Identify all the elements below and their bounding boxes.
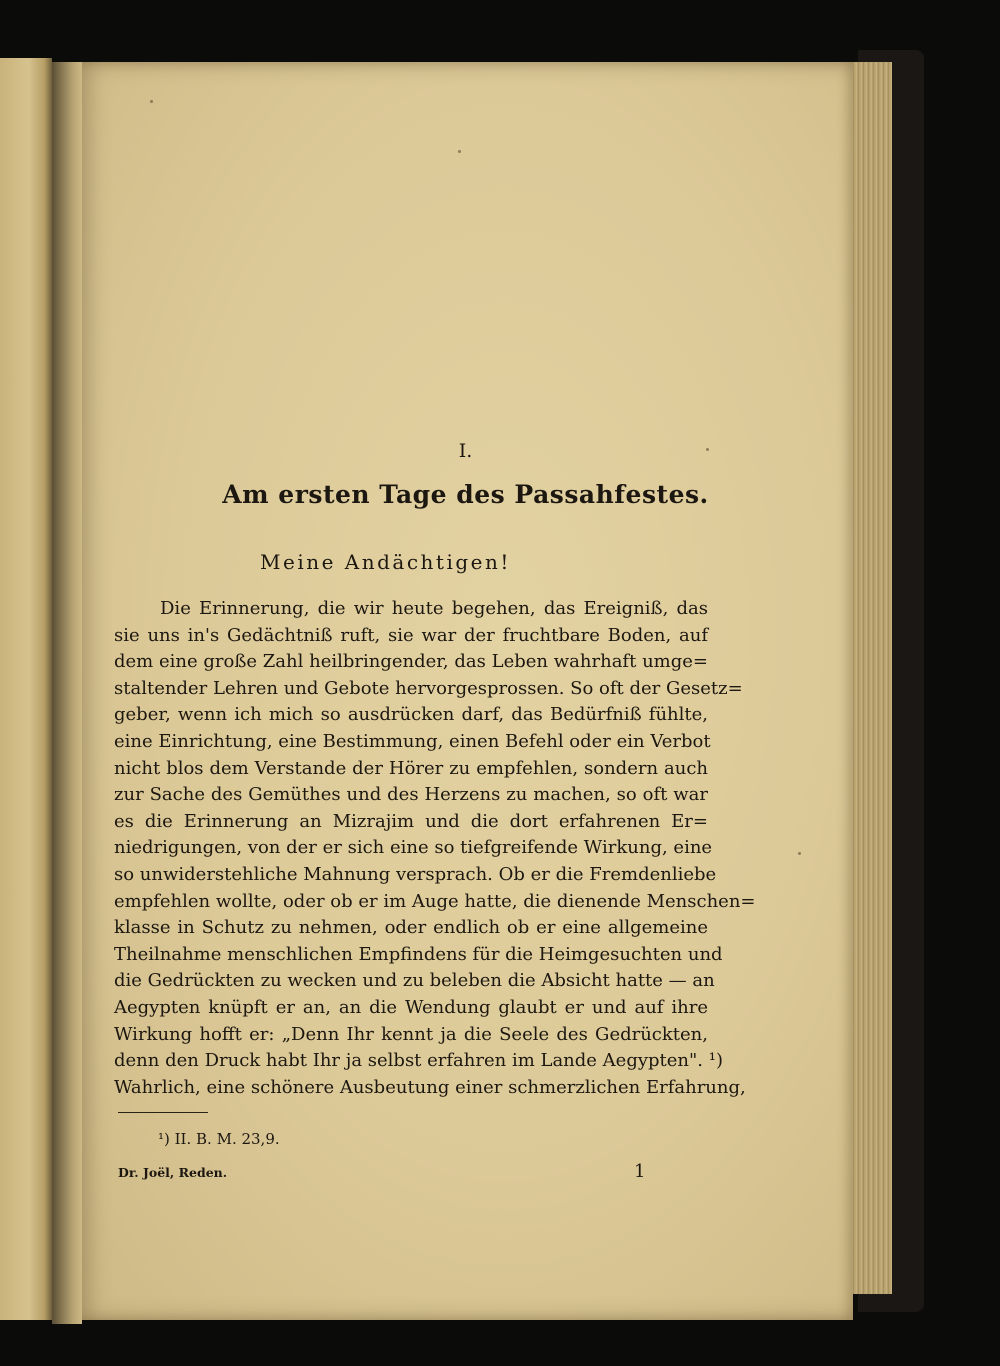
text-line: sie uns in's Gedächtniß ruft, sie war der fruchtbare Boden, auf bbox=[114, 624, 708, 646]
chapter-title: Am ersten Tage des Passahfestes. bbox=[222, 480, 709, 509]
text-line: klasse in Schutz zu nehmen, oder endlich ob er eine allgemeine bbox=[114, 917, 708, 939]
text-line: Die Erinnerung, die wir heute begehen, das Ereigniß, das bbox=[160, 598, 708, 619]
paper-speck bbox=[458, 150, 461, 153]
text-line: geber, wenn ich mich so ausdrücken darf, das Bedürfniß fühlte, bbox=[114, 704, 708, 726]
footnote: ¹) II. B. M. 23,9. bbox=[158, 1130, 280, 1148]
text-line: niedrigungen, von der er sich eine so tiefgreifende Wirkung, eine bbox=[114, 837, 713, 859]
paper-speck bbox=[150, 100, 153, 103]
text-line: so unwiderstehliche Mahnung versprach. Ob er die Fremdenliebe bbox=[114, 863, 717, 885]
text-line: denn den Druck habt Ihr ja selbst erfahren im Lande Aegypten". ¹) bbox=[114, 1050, 723, 1072]
text-line: Aegypten knüpft er an, an die Wendung glaubt er und auf ihre bbox=[114, 996, 708, 1018]
body-text bbox=[114, 596, 756, 1101]
page-number: 1 bbox=[634, 1161, 646, 1182]
text-line: die Gedrückten zu wecken und zu beleben die Absicht hatte — an bbox=[114, 970, 715, 992]
text-line: Wahrlich, eine schönere Ausbeutung einer schmerzlichen Erfahrung, bbox=[114, 1076, 746, 1098]
paper-speck bbox=[798, 852, 801, 855]
text-line: eine Einrichtung, eine Bestimmung, einen Befehl oder ein Verbot bbox=[114, 730, 711, 752]
text-line: es die Erinnerung an Mizrajim und die dort erfahrenen Er= bbox=[114, 810, 708, 832]
text-line: zur Sache des Gemüthes und des Herzens zu machen, so oft war bbox=[114, 784, 708, 806]
text-line: dem eine große Zahl heilbringender, das Leben wahrhaft umge= bbox=[114, 651, 708, 673]
text-line: Wirkung hofft er: „Denn Ihr kennt ja die Seele des Gedrückten, bbox=[114, 1023, 708, 1045]
book-gutter bbox=[52, 62, 82, 1324]
text-line: nicht blos dem Verstande der Hörer zu empfehlen, sondern auch bbox=[114, 757, 708, 779]
text-line: Theilnahme menschlichen Empfindens für die Heimgesuchten und bbox=[114, 943, 723, 965]
chapter-number: I. bbox=[458, 440, 473, 462]
text-line: empfehlen wollte, oder ob er im Auge hatte, die dienende Menschen= bbox=[114, 890, 756, 912]
salutation: Meine Andächtigen! bbox=[260, 550, 511, 574]
footnote-rule bbox=[118, 1112, 208, 1113]
book-page bbox=[78, 62, 853, 1320]
signature-imprint: Dr. Joël, Reden. bbox=[118, 1165, 228, 1180]
text-line: staltender Lehren und Gebote hervorgesprossen. So oft der Gesetz= bbox=[114, 677, 743, 699]
facing-page-edge bbox=[0, 58, 52, 1320]
